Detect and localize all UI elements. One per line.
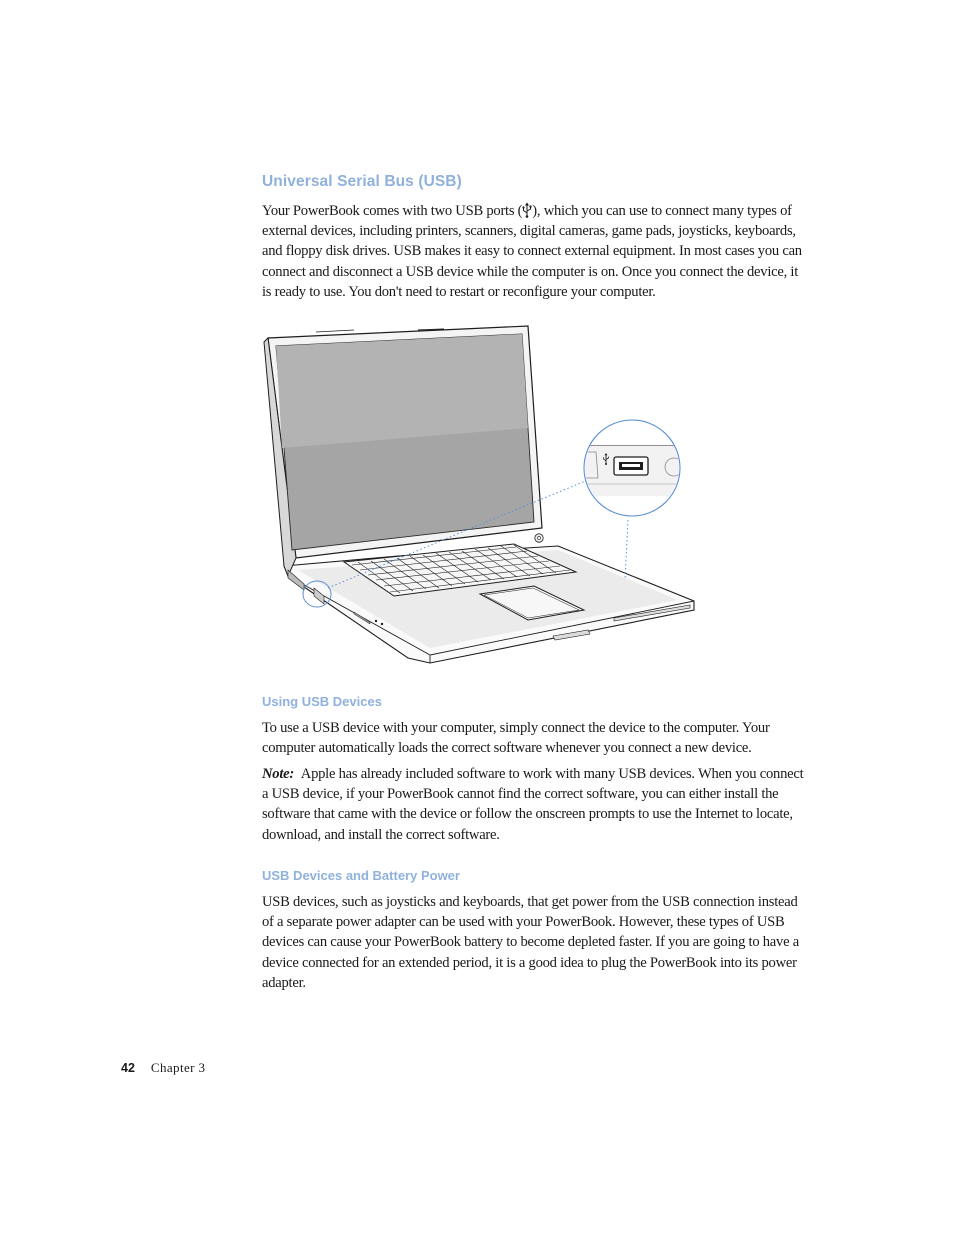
battery-power-heading: USB Devices and Battery Power — [262, 868, 460, 883]
intro-text-start: Your PowerBook comes with two USB ports ( — [262, 203, 523, 219]
battery-power-paragraph: USB devices, such as joysticks and keyboards, that get power from the USB connection instead of a separate power adapter can be used with your PowerBook. However, these types of USB devices can cause your PowerBook battery to become depleted faster. If you are going to have a device connected for an extended period, it is a good idea to plug the PowerBook into its power adapter. — [262, 894, 799, 991]
usb-intro-paragraph — [262, 201, 810, 302]
page-footer — [121, 1060, 205, 1076]
note-text: Apple has already included software to work with many USB devices. When you connect a USB device, if your PowerBook cannot find the correct software, you can either install the software that came with the device or follow the onscreen prompts to use the Internet to locate, download, and install the correct software. — [262, 766, 804, 843]
chapter-label: Chapter 3 — [150, 1060, 206, 1075]
powerbook-illustration — [258, 318, 698, 668]
section-title: Universal Serial Bus (USB) — [262, 173, 462, 190]
note-label: Note: — [262, 766, 294, 782]
usb-icon — [522, 202, 532, 218]
page-number: 42 — [121, 1061, 135, 1075]
intro-text-end: ), which you can use to connect many types of external devices, including printers, scanners, digital cameras, game pads, joysticks, keyboards, and floppy disk drives. USB makes it easy to connect external equipment. In most cases you can connect and disconnect a USB device while the computer is on. Once you connect the device, it is ready to use. You don't need to restart or reconfigure your computer. — [262, 203, 802, 300]
using-usb-heading: Using USB Devices — [262, 694, 382, 709]
note-paragraph — [262, 764, 810, 845]
using-usb-paragraph: To use a USB device with your computer, simply connect the device to the computer. Your computer automatically loads the correct software whenever you connect a new device. — [262, 720, 770, 757]
